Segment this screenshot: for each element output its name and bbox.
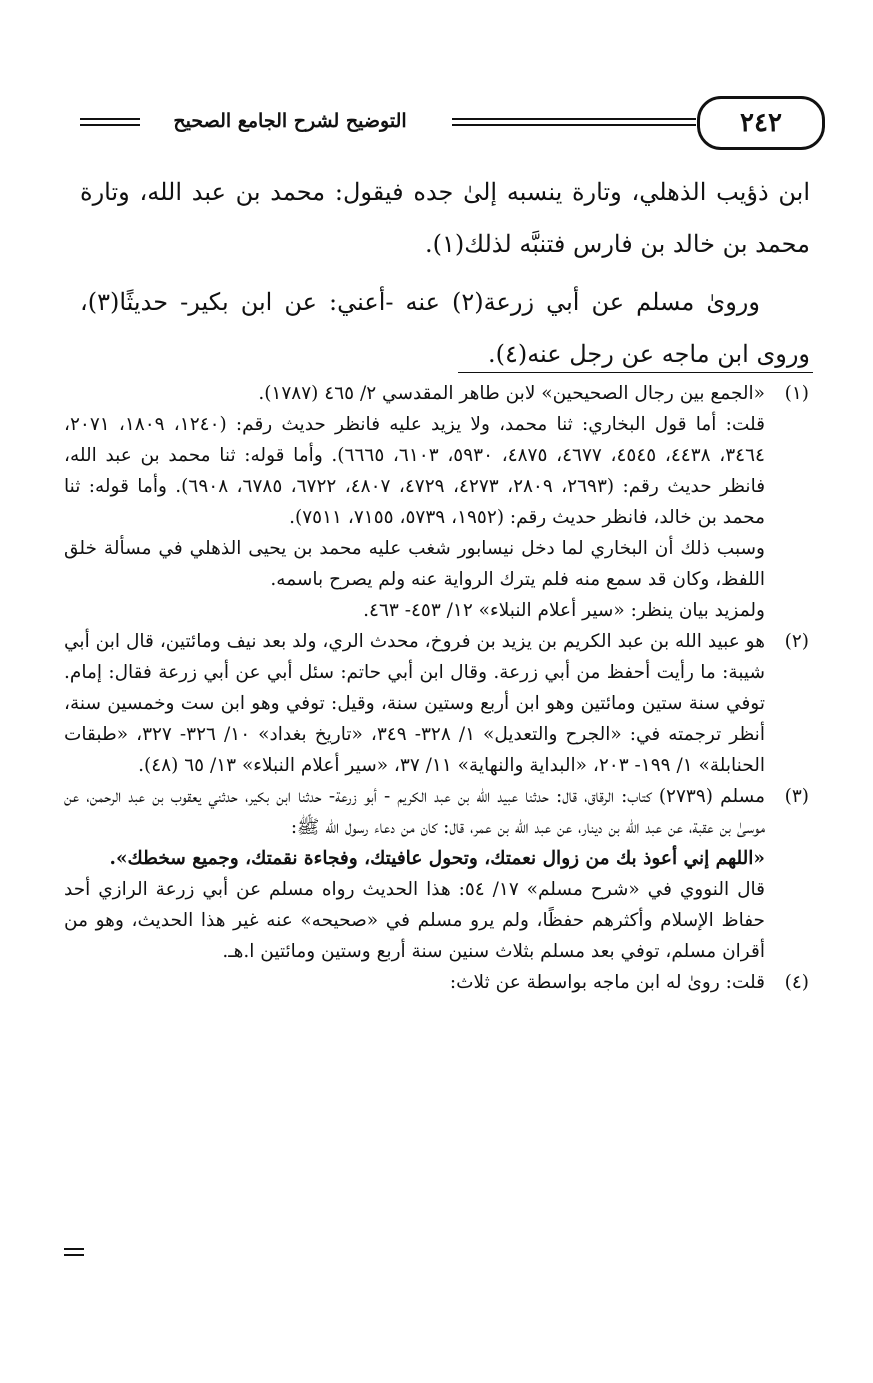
footnote-text: «الجمع بين رجال الصحيحين» لابن طاهر المقدسي ٢/ ٤٦٥ (١٧٨٧). [258, 383, 765, 404]
footnote-text: ولمزيد بيان ينظر: «سير أعلام النبلاء» ١٢/ ٤٥٣- ٤٦٣. [363, 600, 765, 621]
header-rule-middle [452, 118, 696, 120]
hadith-quote: «اللهم إني أعوذ بك من زوال نعمتك، وتحول عافيتك، وفجاءة نقمتك، وجميع سخطك». [109, 848, 765, 869]
footnote-number: (٢) [784, 631, 809, 652]
footnote-text: وسبب ذلك أن البخاري لما دخل نيسابور شغب عليه محمد بن يحيى الذهلي في مسألة خلق اللفظ، وكان قد سمع منه فلم يترك الرواية عنه ولم يصرح باسمه. [64, 538, 765, 590]
footnote-text: هو عبيد الله بن عبد الكريم بن يزيد بن فروخ، محدث الري، ولد بعد نيف ومائتين، قال ابن أبي شيبة: ما رأيت أحفظ من أبي زرعة. وقال ابن أبي حاتم: سئل أبي عن أبي زرعة فقال: إمام. توفي سنة ستين ومائتين وهو ابن أربع وستين سنة، وقيل: توفي وهو ابن ست وخمسين سنة، أنظر ترجمته في: «الجرح والتعديل» ١/ ٣٢٨- ٣٤٩، «تاريخ بغداد» ١٠/ ٣٢٦- ٣٢٧، «طبقات الحنابلة» ١/ ١٩٩- ٢٠٣، «البداية والنهاية» ١١/ ٣٧، «سير أعلام النبلاء» ١٣/ ٦٥ (٤٨). [64, 631, 765, 776]
footnote [64, 781, 809, 967]
footnote-number: (٣) [784, 786, 809, 807]
header-rule-left [80, 124, 140, 126]
footnote-text: قلت: روىٰ له ابن ماجه بواسطة عن ثلاث: [449, 972, 765, 993]
footnote-body [64, 626, 765, 781]
book-title: التوضيح لشرح الجامع الصحيح [173, 110, 407, 132]
footnote-text: مسلم (٢٧٣٩) كتاب: الرقاق، قال: حدثنا عبيد الله بن عبد الكريم - أبو زرعة- حدثنا ابن بكير، حدثني يعقوب بن عبد الرحمن، عن موسىٰ بن عقبة، عن عبد الله بن دينار، عن عبد الله بن عمر، قال: كان من دعاء رسول الله ﷺ: [64, 786, 766, 838]
footnote [64, 626, 809, 781]
footnote [64, 967, 809, 998]
main-paragraph: ابن ذؤيب الذهلي، وتارة ينسبه إلىٰ جده فيقول: محمد بن عبد الله، وتارة محمد بن خالد بن فارس فتنبَّه لذلك(١). [80, 178, 810, 258]
footnote-body [64, 967, 765, 998]
footnote-number: (١) [784, 383, 809, 404]
header-rule-middle [452, 124, 696, 126]
footnote-number: (٤) [784, 972, 809, 993]
header-rule-left [80, 118, 140, 120]
main-paragraph: وروىٰ مسلم عن أبي زرعة(٢) عنه -أعني: عن ابن بكير- حديثًا(٣)، وروى ابن ماجه عن رجل عنه(٤). [80, 288, 810, 368]
footnote-text: قلت: أما قول البخاري: ثنا محمد، ولا يزيد عليه فانظر حديث رقم: (١٢٤٠، ١٨٠٩، ٢٠٧١، ٣٤٦٤، ٤٤٣٨، ٤٥٤٥، ٤٦٧٧، ٤٨٧٥، ٥٩٣٠، ٦١٠٣، ٦٦٦٥). وأما قوله: ثنا محمد بن عبد الله، فانظر حديث رقم: (٢٦٩٣، ٢٨٠٩، ٤٢٧٣، ٤٧٢٩، ٤٨٠٧، ٦٧٢٢، ٦٧٨٥، ٦٩٠٨). وأما قوله: ثنا محمد بن خالد، فانظر حديث رقم: (١٩٥٢، ٥٧٣٩، ٧١٥٥، ٧٥١١). [64, 414, 766, 528]
footnote-text: قال النووي في «شرح مسلم» ١٧/ ٥٤: هذا الحديث رواه مسلم عن أبي زرعة الرازي أحد حفاظ الإسلام وأكثرهم حفظًا، ولم يرو مسلم في «صحيحه» عنه غير هذا الحديث، وهو من أقران مسلم، توفي بعد مسلم بثلاث سنين سنة أربع وستين ومائتين ا.هـ. [64, 879, 765, 962]
page-number: ٢٤٢ [697, 96, 825, 150]
continuation-mark [64, 1248, 84, 1250]
footnote [64, 378, 809, 626]
footnote-body [64, 378, 765, 626]
page-header [60, 96, 813, 156]
main-text [80, 166, 810, 386]
continuation-mark [64, 1254, 84, 1256]
footnote-separator [458, 372, 813, 373]
footnote-body [64, 781, 765, 967]
footnotes [64, 378, 809, 998]
